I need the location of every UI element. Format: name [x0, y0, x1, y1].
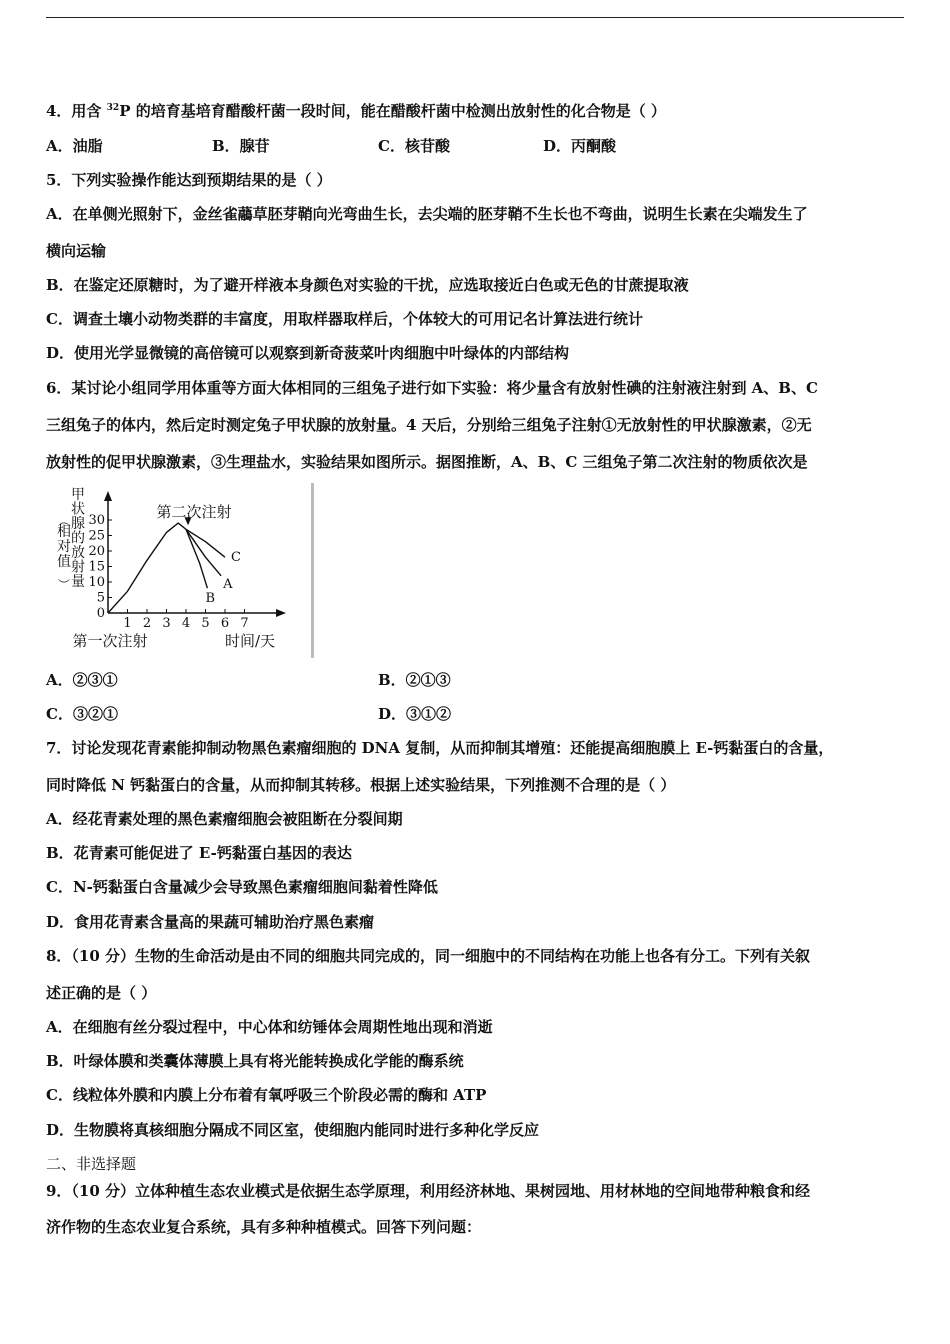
- q7-option-c: C．N-钙黏蛋白含量减少会导致黑色素瘤细胞间黏着性降低: [46, 878, 438, 896]
- series-label-B: B: [205, 591, 216, 607]
- y-axis-label-char: 的: [71, 530, 85, 547]
- y-axis-label-char: 甲: [71, 487, 85, 503]
- y-tick-label: 5: [96, 590, 105, 606]
- q6-stem-line3: 放射性的促甲状腺激素，③生理盐水，实验结果如图所示。据图推断，A、B、C 三组兔子第二次注射的物质依次是: [46, 453, 808, 471]
- y-tick-label: 30: [88, 513, 105, 528]
- y-axis-label-char: 射: [71, 559, 85, 576]
- x-tick-label: 7: [240, 616, 249, 631]
- y-axis-label-char: 对: [57, 539, 71, 555]
- q6-option-b: B．②①③: [378, 671, 451, 689]
- q5-option-a-line1: A．在单侧光照射下，金丝雀虉草胚芽鞘向光弯曲生长，去尖端的胚芽鞘不生长也不弯曲，说明生长素在尖端发生了: [46, 205, 808, 223]
- q8-stem-line2: 述正确的是（ ）: [46, 984, 157, 1002]
- q5-option-c: C．调查土壤小动物类群的丰富度，用取样器取样后，个体较大的可用记名计算法进行统计: [46, 310, 643, 328]
- x-tick-label: 2: [142, 616, 152, 631]
- q8-option-c: C．线粒体外膜和内膜上分布着有氧呼吸三个阶段必需的酶和 ATP: [46, 1086, 487, 1104]
- q7-option-a: A．经花青素处理的黑色素瘤细胞会被阻断在分裂间期: [46, 810, 403, 828]
- figure-divider: [311, 483, 314, 658]
- x-tick-label: 3: [162, 616, 171, 631]
- x-tick-label: 4: [181, 616, 191, 631]
- y-axis-label-char: 腺: [71, 516, 85, 532]
- q9-stem-line2: 济作物的生态农业复合系统，具有多种种植模式。回答下列问题：: [46, 1218, 482, 1236]
- q9-stem-line1: 9．（10 分）立体种植生态农业模式是依据生态学原理，利用经济林地、果树园地、用材林地的空间地带种粮食和经: [46, 1182, 811, 1200]
- y-axis-label-char: 状: [71, 501, 85, 518]
- y-tick-label: 25: [88, 528, 105, 544]
- y-axis-arrow: [104, 491, 112, 501]
- x-axis-arrow: [276, 609, 286, 617]
- series-label-A: A: [223, 576, 233, 592]
- q5-option-d: D．使用光学显微镜的高倍镜可以观察到新奇菠菜叶肉细胞中叶绿体的内部结构: [46, 344, 570, 362]
- q6-option-c: C．③②①: [46, 705, 118, 723]
- x-tick-label: 6: [220, 616, 230, 631]
- series-line-A: [186, 529, 221, 576]
- series-line-B: [186, 529, 207, 588]
- y-tick-label: 15: [88, 559, 105, 575]
- annotation-first-injection: 第一次注射: [72, 632, 148, 650]
- y-axis-label-paren: ︶: [57, 578, 71, 592]
- series-label-C: C: [231, 550, 241, 566]
- q8-option-a: A．在细胞有丝分裂过程中，中心体和纺锤体会周期性地出现和消逝: [46, 1018, 493, 1036]
- y-tick-label: 20: [88, 544, 105, 559]
- q8-option-d: D．生物膜将真核细胞分隔成不同区室，使细胞内能同时进行多种化学反应: [46, 1121, 540, 1139]
- q4-option-c: C．核苷酸: [378, 137, 450, 155]
- q5-option-a-line2: 横向运输: [46, 242, 107, 260]
- q7-option-b: B．花青素可能促进了 E-钙黏蛋白基因的表达: [46, 844, 352, 862]
- y-tick-label: 0: [96, 606, 105, 621]
- q6-stem-line2: 三组兔子的体内，然后定时测定兔子甲状腺的放射量。4 天后，分别给三组兔子注射①无放射性的甲状腺激素，②无: [46, 416, 812, 434]
- thyroid-radioactivity-chart: [57, 483, 320, 661]
- y-axis-label-char: 相: [57, 524, 71, 540]
- section-heading: 二、非选择题: [46, 1155, 137, 1173]
- x-tick-label: 5: [201, 616, 210, 631]
- x-axis-label: 时间/天: [224, 632, 276, 650]
- q8-stem-line1: 8．（10 分）生物的生命活动是由不同的细胞共同完成的，同一细胞中的不同结构在功能上也各有分工。下列有关叙: [46, 947, 811, 965]
- q8-option-b: B．叶绿体膜和类囊体薄膜上具有将光能转换成化学能的酶系统: [46, 1052, 464, 1070]
- y-axis-label-char: 值: [57, 554, 71, 570]
- chart-svg: [57, 483, 320, 661]
- x-tick-label: 1: [123, 616, 132, 631]
- q4-option-b: B．腺苷: [212, 137, 270, 155]
- q6-option-d: D．③①②: [378, 705, 452, 723]
- q6-option-a: A．②③①: [46, 671, 118, 689]
- q4-option-d: D．丙酮酸: [543, 137, 617, 155]
- top-rule: [46, 17, 904, 18]
- y-axis-label-char: 放: [71, 545, 85, 561]
- q4-stem: 4．用含 $^{32}$P 的培育基培育醋酸杆菌一段时间，能在醋酸杆菌中检测出放射性的化合物是（ ）: [46, 102, 666, 120]
- q7-option-d: D．食用花青素含量高的果蔬可辅助治疗黑色素瘤: [46, 913, 375, 931]
- q6-stem-line1: 6．某讨论小组同学用体重等方面大体相同的三组兔子进行如下实验：将少量含有放射性碘的注射液注射到 A、B、C: [46, 379, 818, 397]
- q7-stem-line1: 7．讨论发现花青素能抑制动物黑色素瘤细胞的 DNA 复制，从而抑制其增殖：还能提高细胞膜上 E-钙黏蛋白的含量，: [46, 739, 834, 757]
- q7-stem-line2: 同时降低 N 钙黏蛋白的含量，从而抑制其转移。根据上述实验结果，下列推测不合理的是（ ）: [46, 776, 676, 794]
- q4-option-a: A．油脂: [46, 137, 103, 155]
- q5-option-b: B．在鉴定还原糖时，为了避开样液本身颜色对实验的干扰，应选取接近白色或无色的甘蔗提取液: [46, 276, 689, 294]
- y-axis-label-char: 量: [71, 574, 85, 590]
- y-tick-label: 10: [88, 575, 105, 590]
- y-axis-label-paren: ︵: [57, 514, 71, 528]
- q5-stem: 5．下列实验操作能达到预期结果的是（ ）: [46, 171, 332, 189]
- annotation-second-injection: 第二次注射: [156, 503, 232, 521]
